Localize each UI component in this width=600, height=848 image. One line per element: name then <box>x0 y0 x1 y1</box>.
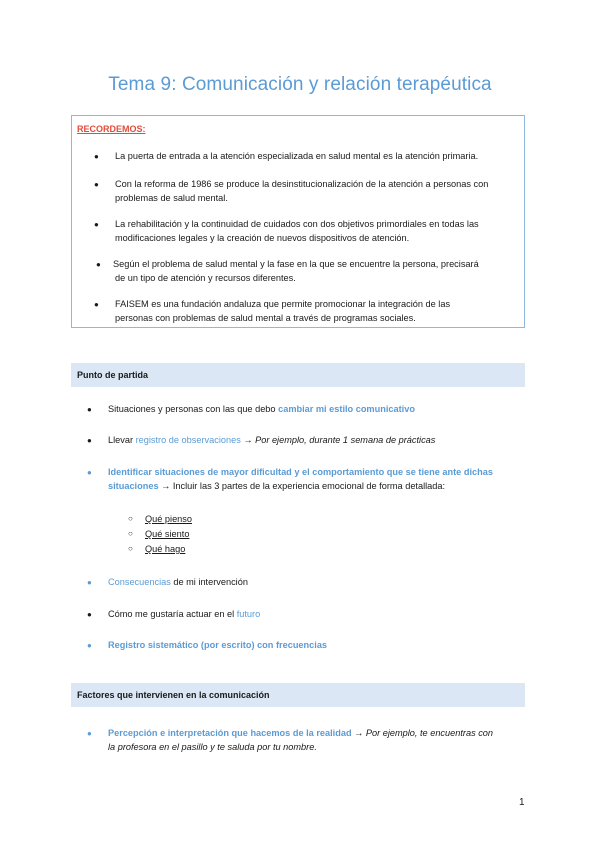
sub-list-item: Qué pienso <box>145 514 192 524</box>
bullet-icon: ● <box>96 260 101 269</box>
recordemos-item: La rehabilitación y la continuidad de cuidados con dos objetivos primordiales en todas las modificaciones legales y la creación de nuevos dispositivos de atención. <box>115 219 479 243</box>
circle-bullet-icon: ○ <box>128 544 133 553</box>
page-title: Tema 9: Comunicación y relación terapéutica <box>108 74 492 95</box>
sub-list-item: Qué siento <box>145 529 190 539</box>
section-heading-factores: Factores que intervienen en la comunicación <box>71 683 525 707</box>
bullet-icon: ● <box>87 468 92 477</box>
list-item: Cómo me gustaría actuar en el futuro <box>108 609 261 619</box>
recordemos-label: RECORDEMOS: <box>77 124 146 134</box>
bullet-icon: ● <box>87 610 92 619</box>
list-item: Consecuencias de mi intervención <box>108 577 248 587</box>
list-item: Registro sistemático (por escrito) con frecuencias <box>108 640 328 650</box>
bullet-icon: ● <box>87 436 92 445</box>
bullet-icon: ● <box>87 641 92 650</box>
list-item: Situaciones y personas con las que debo cambiar mi estilo comunicativo <box>108 404 415 414</box>
circle-bullet-icon: ○ <box>128 529 133 538</box>
circle-bullet-icon: ○ <box>128 514 133 523</box>
recordemos-item: FAISEM es una fundación andaluza que permite promocionar la integración de las personas con problemas de salud mental a través de programas sociales. <box>115 299 451 323</box>
page-number: 1 <box>519 797 525 808</box>
bullet-icon: ● <box>87 578 92 587</box>
section-heading-punto-de-partida: Punto de partida <box>71 363 525 387</box>
sub-list-item: Qué hago <box>145 544 186 554</box>
bullet-icon: ● <box>87 405 92 414</box>
list-item: Percepción e interpretación que hacemos de la realidad → Por ejemplo, te encuentras con la profesora en el pasillo y te saluda por tu nombre. <box>108 728 494 752</box>
recordemos-item: La puerta de entrada a la atención especializada en salud mental es la atención primaria. <box>115 151 479 161</box>
bullet-icon: ● <box>87 729 92 738</box>
recordemos-item: Según el problema de salud mental y la fase en la que se encuentre la persona, precisará de un tipo de atención y recursos diferentes. <box>113 259 479 283</box>
bullet-icon: ● <box>94 220 99 229</box>
recordemos-item: Con la reforma de 1986 se produce la desinstitucionalización de la atención a personas con problemas de salud mental. <box>115 179 489 203</box>
bullet-icon: ● <box>94 300 99 309</box>
bullet-icon: ● <box>94 152 99 161</box>
list-item: Identificar situaciones de mayor dificultad y el comportamiento que se tiene ante dichas situaciones → Incluir las 3 partes de la experiencia emocional de forma detallada: <box>108 467 493 491</box>
list-item: Llevar registro de observaciones → Por ejemplo, durante 1 semana de prácticas <box>108 435 436 445</box>
bullet-icon: ● <box>94 180 99 189</box>
